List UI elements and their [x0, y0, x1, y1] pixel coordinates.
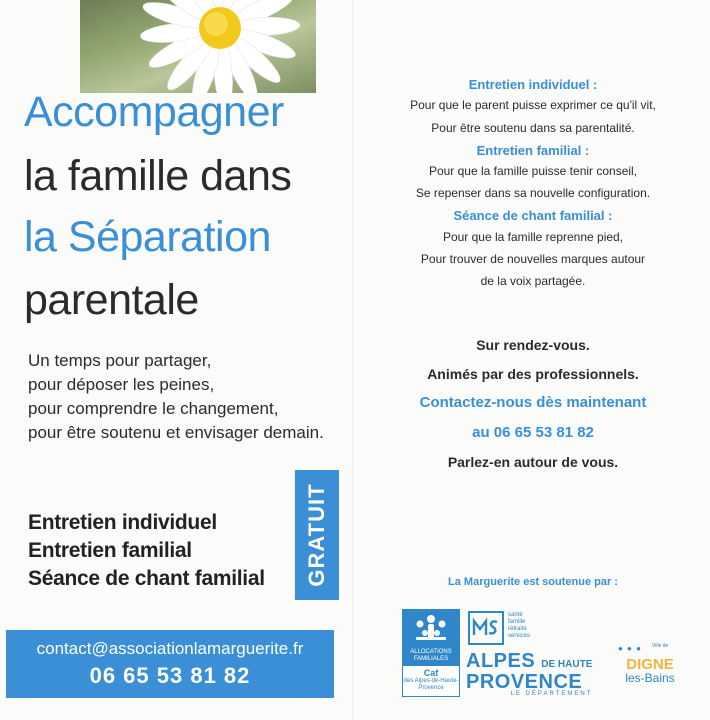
contact-email-link[interactable]: contact@associationlamarguerite.fr [36, 639, 304, 658]
title-line-3: la Séparation [24, 213, 271, 261]
right-panel [356, 0, 710, 720]
caf-people-icon [402, 609, 460, 649]
digne-sub: les-Bains [625, 671, 675, 685]
caf-sub: des Alpes-de-Haute-Provence [403, 678, 459, 691]
support-label: La Marguerite est soutenue par : [448, 576, 618, 588]
contact-phone[interactable]: 06 65 53 81 82 [89, 663, 251, 688]
caf-logo [402, 609, 460, 697]
offers-list [28, 509, 265, 593]
section-line: Pour être soutenu dans sa parentalité. [431, 121, 635, 135]
intro-line: pour comprendre le changement, [28, 399, 279, 418]
title-line-4: parentale [24, 276, 199, 324]
alpes-name-small: DE HAUTE [541, 659, 593, 670]
msa-mark-icon [470, 613, 502, 643]
section-line: Pour que le parent puisse exprimer ce qu'il vit, [410, 98, 656, 112]
msa-logo [468, 611, 504, 645]
free-badge-label: GRATUIT [304, 483, 329, 587]
intro-line: pour être soutenu et envisager demain. [28, 423, 324, 442]
caf-logo-top [402, 609, 460, 665]
title-line-1: Accompagner [24, 88, 284, 136]
alpes-name-top: ALPES [466, 650, 536, 672]
digne-ville: Ville de [652, 643, 669, 649]
section-line: Se repenser dans sa nouvelle configuration. [415, 186, 651, 200]
digne-dots-icon: ● ● ● [618, 644, 642, 653]
alpes-dept: LE DÉPARTEMENT [510, 691, 593, 697]
msa-line: retraite [508, 626, 527, 632]
share-text: Parlez-en autour de vous. [447, 454, 619, 470]
caf-logo-bottom [402, 665, 460, 697]
contact-bar [6, 630, 334, 698]
intro-line: pour déposer les peines, [28, 375, 215, 394]
appointment-text: Sur rendez-vous. [476, 337, 590, 353]
contact-cta: Contactez-nous dès maintenant [419, 394, 647, 411]
left-panel [0, 0, 352, 720]
section-line: Pour que la famille reprenne pied, [442, 230, 624, 244]
daisy-photo [80, 0, 316, 93]
caf-tagline: ALLOCATIONS FAMILIALES [410, 649, 452, 662]
msa-line: services [508, 633, 531, 639]
section-heading-singing: Séance de chant familial : [453, 208, 613, 223]
section-line: de la voix partagée. [480, 274, 586, 288]
digne-name: DIGNE [626, 656, 674, 673]
professionals-text: Animés par des professionnels. [427, 366, 639, 382]
intro-text [28, 349, 324, 445]
msa-tagline [508, 612, 530, 640]
section-line: Pour trouver de nouvelles marques autour [420, 252, 646, 266]
fold-line [352, 0, 353, 720]
section-heading-family: Entretien familial : [476, 143, 590, 158]
caf-name: Caf [423, 668, 439, 678]
digne-logo [618, 644, 682, 685]
offer-item: Entretien familial [28, 539, 192, 562]
msa-line: santé [508, 612, 523, 618]
section-heading-individual: Entretien individuel : [468, 77, 598, 92]
offer-item: Séance de chant familial [28, 567, 265, 590]
title-line-2: la famille dans [24, 152, 292, 200]
free-badge [295, 470, 339, 600]
alpes-name-bottom: PROVENCE [466, 671, 583, 693]
offer-item: Entretien individuel [28, 511, 217, 534]
section-line: Pour que la famille puisse tenir conseil, [428, 164, 638, 178]
contact-cta-phone[interactable]: au 06 65 53 81 82 [472, 424, 594, 441]
alpes-haute-provence-logo [466, 650, 592, 697]
intro-line: Un temps pour partager, [28, 351, 212, 370]
msa-line: famille [508, 619, 526, 625]
